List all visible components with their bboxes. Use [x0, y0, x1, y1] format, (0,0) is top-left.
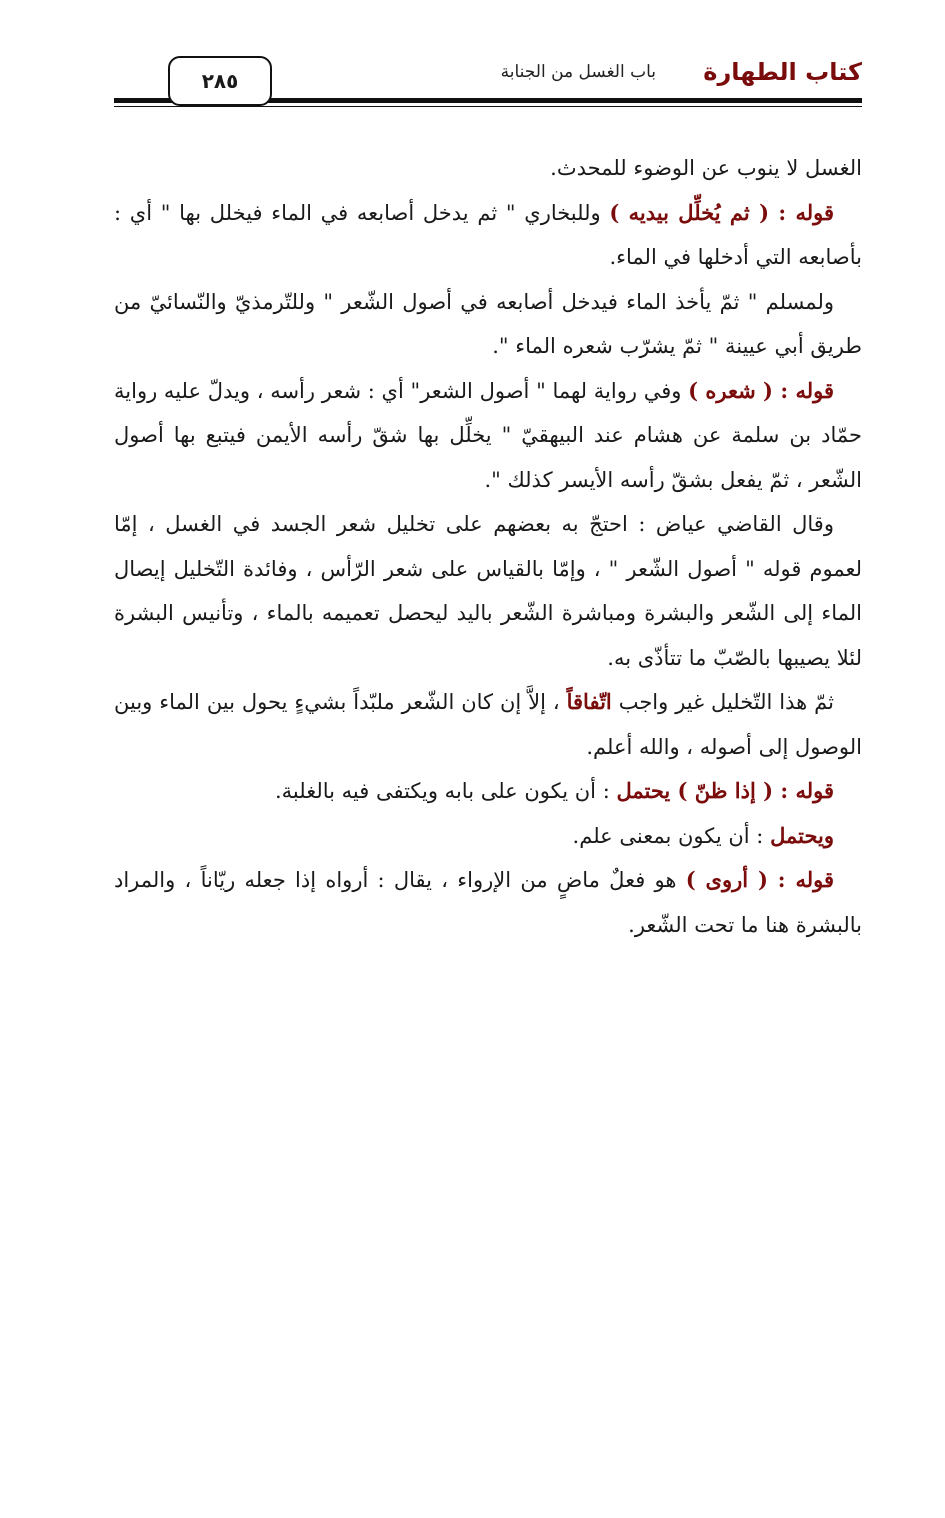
body-text: ، إلاَّ إن كان الشّعر ملبّداً بشيءٍ يحول بين الماء وبين الوصول إلى أصوله ، والله أعلم.	[114, 690, 862, 759]
paragraph	[114, 858, 862, 947]
paragraph	[114, 502, 862, 680]
page-number: ٢٨٥	[168, 56, 272, 106]
keyword-text: قوله : ( إذا ظنّ ) يحتمل	[616, 778, 834, 803]
body-text: وقال القاضي عياض : احتجّ به بعضهم على تخليل شعر الجسد في الغسل ، إمّا لعموم قوله " أصول الشّعر " ، وإمّا بالقياس على شعر الرّأس ، وفائدة التّخليل إيصال الماء إلى الشّعر والبشرة ومباشرة الشّعر باليد ليحصل تعميمه بالماء ، وتأنيس البشرة لئلا يصيبها بالصّبّ ما تتأذّى به.	[114, 512, 862, 670]
keyword-text: اتّفاقاً	[566, 689, 612, 714]
paragraph	[114, 769, 862, 814]
paragraph	[114, 814, 862, 859]
keyword-text: قوله : ( ثم يُخلِّل بيديه )	[609, 199, 835, 225]
paragraph	[114, 680, 862, 769]
keyword-text: ويحتمل	[770, 822, 834, 848]
body-text: : أن يكون بمعنى علم.	[572, 823, 771, 848]
page-header	[114, 50, 862, 110]
body-text: : أن يكون على بابه ويكتفى فيه بالغلبة.	[274, 779, 617, 803]
body-text: وفي رواية لهما " أصول الشعر" أي : شعر رأسه ، ويدلّ عليه رواية حمّاد بن سلمة عن هشام عند البيهقيّ " يخلِّل بها شقّ رأسه الأيمن فيتبع بها أصول الشّعر ، ثمّ يفعل بشقّ رأسه الأيسر كذلك ".	[114, 378, 862, 492]
body-text: الغسل لا ينوب عن الوضوء للمحدث.	[550, 156, 862, 180]
keyword-text: قوله : ( شعره )	[688, 377, 834, 403]
paragraph	[114, 191, 862, 280]
paragraph	[114, 280, 862, 369]
body-text: وللبخاري " ثم يدخل أصابعه في الماء فيخلل بها " أي : بأصابعه التي أدخلها في الماء.	[114, 200, 862, 269]
header-rule-thin	[114, 106, 862, 107]
page-body	[114, 146, 862, 947]
paragraph	[114, 146, 862, 191]
body-text: هو فعلٌ ماضٍ من الإرواء ، يقال : أرواه إذا جعله ريّاناً ، والمراد بالبشرة هنا ما تحت الشّعر.	[114, 868, 862, 937]
body-text: ولمسلم " ثمّ يأخذ الماء فيدخل أصابعه في أصول الشّعر " وللتّرمذيّ والنّسائيّ من طريق أبي عيينة " ثمّ يشرّب شعره الماء ".	[114, 289, 862, 358]
body-text: ثمّ هذا التّخليل غير واجب	[611, 690, 834, 714]
chapter-title: باب الغسل من الجنابة	[500, 62, 656, 82]
paragraph	[114, 369, 862, 503]
keyword-text: قوله : ( أروى )	[685, 867, 834, 892]
book-title: كتاب الطهارة	[703, 58, 862, 86]
